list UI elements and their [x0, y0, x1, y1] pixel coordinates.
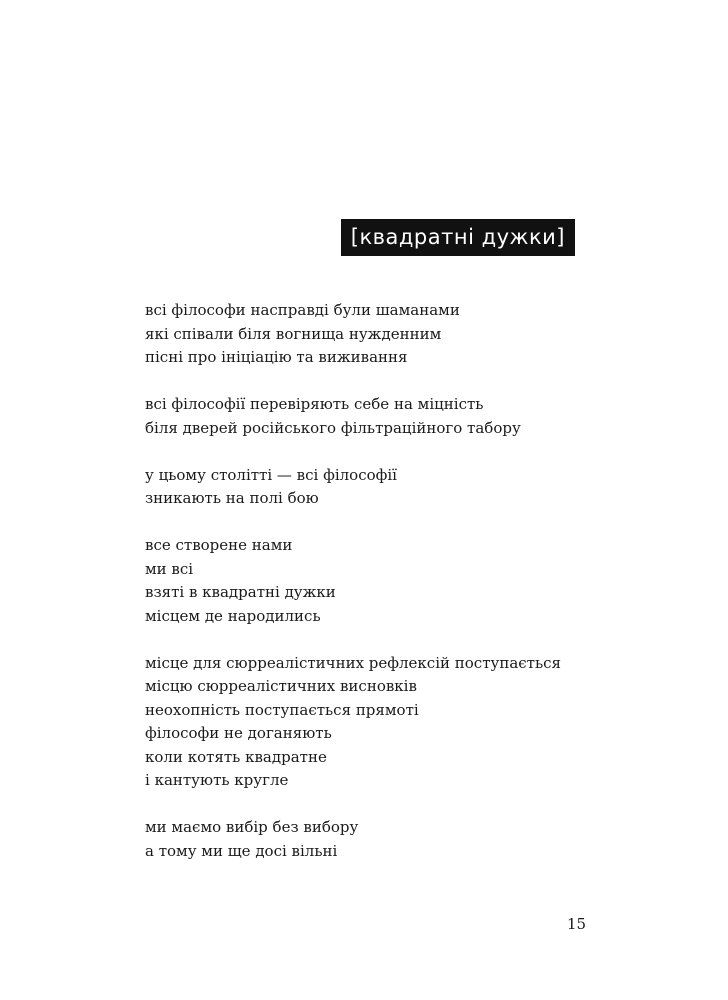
poem-line: всі філософії перевіряють себе на міцність — [145, 395, 484, 413]
poem-line: ми маємо вибір без вибору — [145, 818, 359, 836]
poem-line: біля дверей російського фільтраційного табору — [145, 418, 521, 437]
poem-line: ми всі — [145, 559, 194, 578]
poem-line: місце для сюрреалістичних рефлексій поступається — [145, 653, 561, 672]
stanza — [145, 816, 625, 863]
stanza — [145, 534, 625, 628]
stanza — [145, 464, 625, 511]
poem-line: а тому ми ще досі вільні — [145, 841, 338, 860]
poem-line: які співали біля вогнища нужденним — [145, 324, 442, 343]
stanza — [145, 393, 625, 440]
poem-line: все створене нами — [145, 536, 293, 554]
stanza — [145, 652, 625, 793]
poem-line: всі філософи насправді були шаманами — [145, 301, 460, 319]
poem-line: взяті в квадратні дужки — [145, 583, 336, 601]
poem-line: місцем де народились — [145, 606, 321, 625]
poem-title: [квадратні дужки] — [341, 219, 575, 256]
poem-line: філософи не доганяють — [145, 724, 332, 742]
poem-line: пісні про ініціацію та виживання — [145, 348, 408, 366]
poem-line: зникають на полі бою — [145, 489, 319, 507]
stanza — [145, 299, 625, 370]
poem-line: і кантують кругле — [145, 771, 289, 789]
poem-line: місцю сюрреалістичних висновків — [145, 677, 417, 695]
page-number: 15 — [567, 915, 587, 933]
poem-line: коли котять квадратне — [145, 747, 327, 766]
poem-line: неохопність поступається прямоті — [145, 700, 419, 719]
poem-body — [145, 299, 625, 887]
poem-line: у цьому столітті — всі філософії — [145, 465, 397, 484]
